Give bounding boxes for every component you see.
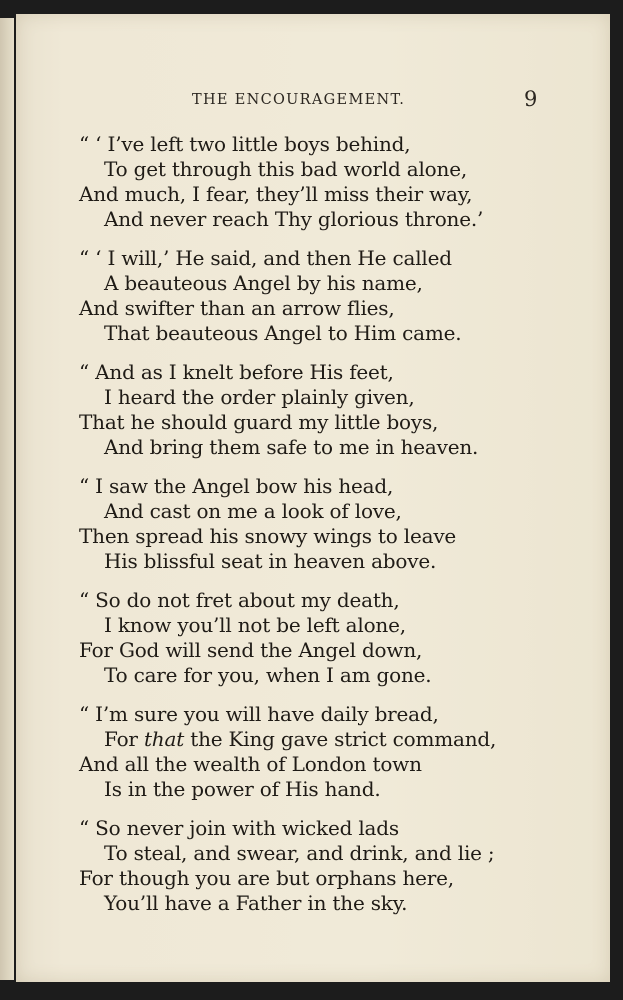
stanza-5 [79, 588, 599, 688]
book-page [16, 14, 610, 982]
poem-line: That beauteous Angel to Him came. [104, 321, 462, 345]
poem-text [79, 132, 599, 930]
poem-line: And all the wealth of London town [79, 752, 422, 776]
poem-line: A beauteous Angel by his name, [104, 271, 423, 295]
poem-line: “ I saw the Angel bow his head, [79, 474, 394, 498]
poem-line: “ ‘ I’ve left two little boys behind, [79, 132, 411, 156]
stanza-1 [79, 132, 599, 232]
running-header [16, 87, 610, 114]
poem-line: “ So never join with wicked lads [79, 816, 399, 840]
poem-line: And much, I fear, they’ll miss their way, [79, 182, 473, 206]
stanza-3 [79, 360, 599, 460]
page-number: 9 [524, 87, 538, 111]
poem-line: And swifter than an arrow flies, [79, 296, 395, 320]
stanza-7 [79, 816, 599, 916]
stanza-2 [79, 246, 599, 346]
poem-line: “ So do not fret about my death, [79, 588, 400, 612]
poem-line: “ And as I knelt before His feet, [79, 360, 394, 384]
chapter-title: THE ENCOURAGEMENT. [192, 92, 406, 108]
poem-line: His blissful seat in heaven above. [104, 549, 437, 573]
poem-line: You’ll have a Father in the sky. [104, 891, 408, 915]
poem-line: I heard the order plainly given, [104, 385, 415, 409]
poem-line: To get through this bad world alone, [104, 157, 467, 181]
italic-emphasis: that [143, 727, 185, 751]
poem-line: To steal, and swear, and drink, and lie ; [104, 841, 495, 865]
poem-line: “ ‘ I will,’ He said, and then He called [79, 246, 452, 270]
poem-line: For God will send the Angel down, [79, 638, 423, 662]
poem-line: And cast on me a look of love, [104, 499, 402, 523]
poem-line [79, 727, 599, 752]
stanza-6 [79, 702, 599, 802]
poem-line: And bring them safe to me in heaven. [104, 435, 479, 459]
poem-line: That he should guard my little boys, [79, 410, 439, 434]
stanza-4 [79, 474, 599, 574]
poem-line: Then spread his snowy wings to leave [79, 524, 457, 548]
poem-text-segment: the King gave strict command, [190, 727, 497, 751]
poem-line: And never reach Thy glorious throne.’ [104, 207, 484, 231]
poem-line: To care for you, when I am gone. [104, 663, 432, 687]
poem-line: I know you’ll not be left alone, [104, 613, 406, 637]
poem-line: “ I’m sure you will have daily bread, [79, 702, 439, 726]
poem-text-segment: For [104, 727, 138, 751]
poem-line: For though you are but orphans here, [79, 866, 454, 890]
facing-page-edge [0, 18, 14, 980]
poem-line: Is in the power of His hand. [104, 777, 381, 801]
